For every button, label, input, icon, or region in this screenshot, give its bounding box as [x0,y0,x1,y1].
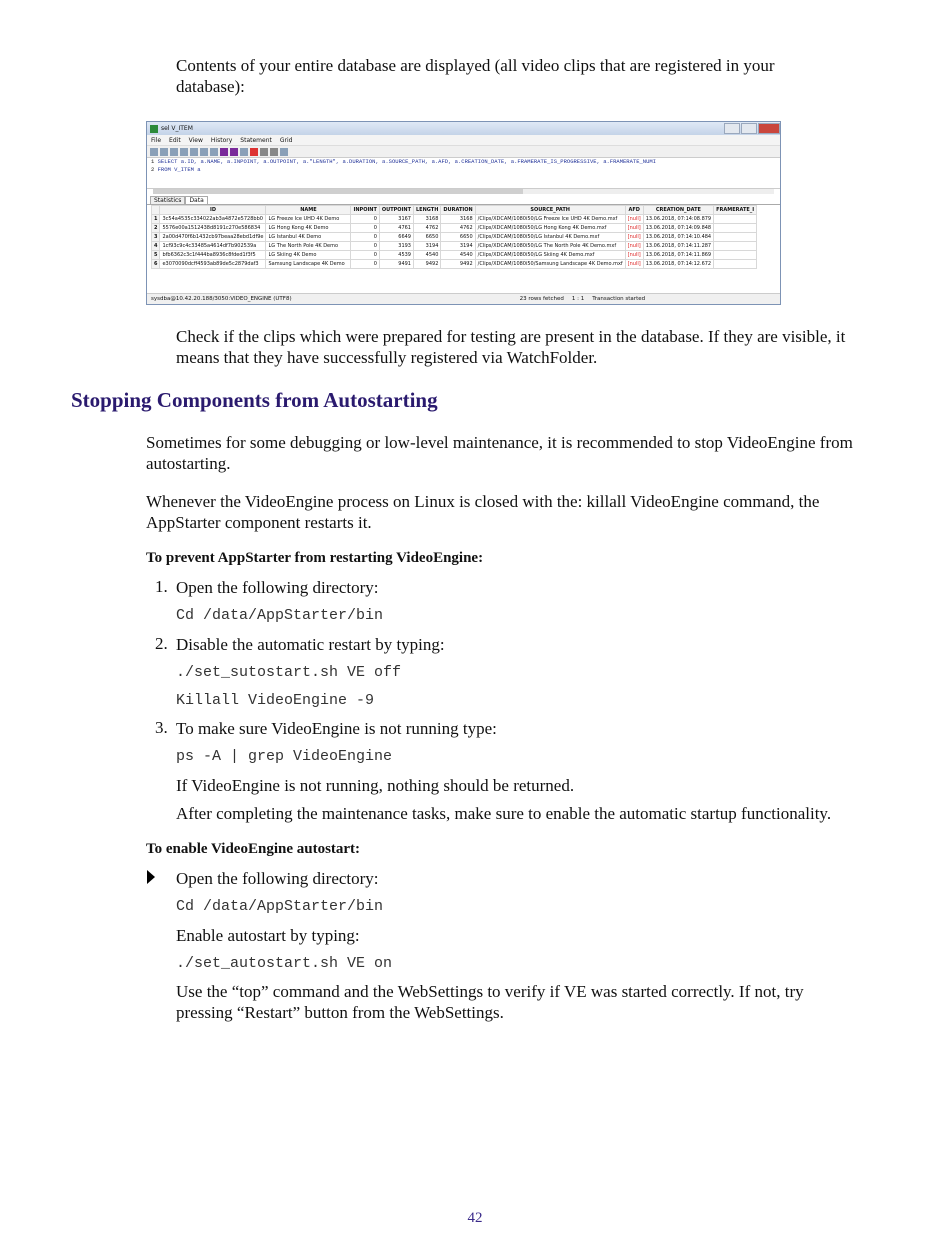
col-header[interactable]: AFD [625,206,643,215]
line-number: 1 [151,158,155,165]
table-cell[interactable]: bfb6362c3c1f444ba8936c8fded1f3f5 [160,251,266,260]
table-cell[interactable]: 0 [351,242,379,251]
table-cell[interactable]: 13.06.2018, 07:14:11.287 [643,242,713,251]
status-position: 1 : 1 [571,296,585,302]
col-header[interactable]: INPOINT [351,206,379,215]
table-cell[interactable]: 0 [351,215,379,224]
step-text: To make sure VideoEngine is not running type: [176,719,497,738]
table-cell[interactable]: /Clips/XDCAM/1080i50/Samsung Landscape 4K Demo.mxf [475,260,625,269]
status-transaction: Transaction started [592,296,646,302]
menu-grid[interactable]: Grid [279,136,293,144]
table-cell[interactable]: Samsung Landscape 4K Demo [266,260,351,269]
table-cell[interactable]: [null] [625,233,643,242]
execute-icon[interactable] [220,148,228,156]
table-cell[interactable]: 0 [351,260,379,269]
page-number: 42 [467,1210,483,1226]
result-tabs [147,194,780,205]
not-running-note: If VideoEngine is not running, nothing should be returned. [176,776,575,795]
back-icon[interactable] [190,148,198,156]
table-cell[interactable]: 6650 [441,233,475,242]
execute-plan-icon[interactable] [230,148,238,156]
code-line: Cd /data/AppStarter/bin [176,607,384,624]
after-note: After completing the maintenance tasks, make sure to enable the automatic startup functionality. [176,804,832,823]
editor-scrollbar[interactable] [153,189,774,194]
window-icon[interactable] [280,148,288,156]
col-header[interactable]: ID [160,206,266,215]
col-header[interactable]: SOURCE_PATH [475,206,625,215]
table-row[interactable] [152,233,757,242]
step-number: 1. [155,577,168,596]
table-cell[interactable]: 4540 [414,251,441,260]
table-cell[interactable]: [null] [625,260,643,269]
table-cell[interactable]: 4 [152,242,160,251]
line-number: 2 [151,166,155,173]
grid-icon[interactable] [260,148,268,156]
table-cell[interactable]: 2a00d470f6b1432cb97beaa28ebd1df9e [160,233,266,242]
table-cell[interactable]: 3193 [379,242,413,251]
table-cell[interactable] [714,215,757,224]
step-number: 3. [155,718,168,737]
table-cell[interactable]: [null] [625,224,643,233]
table-row[interactable] [152,242,757,251]
table-row[interactable] [152,224,757,233]
table-cell[interactable]: 3194 [414,242,441,251]
rollback-icon[interactable] [250,148,258,156]
table-cell[interactable]: 1 [152,215,160,224]
col-header[interactable]: FRAMERATE_I [714,206,757,215]
toolbar [147,146,780,158]
menu-bar [147,135,780,146]
col-header[interactable] [152,206,160,215]
table-cell[interactable]: 9492 [441,260,475,269]
table-cell[interactable]: 6 [152,260,160,269]
table-cell[interactable]: 4539 [379,251,413,260]
table-cell[interactable]: 3 [152,233,160,242]
menu-file[interactable]: File [151,136,162,144]
prevent-heading: To prevent AppStarter from restarting VideoEngine: [146,550,484,566]
sql-line-2: FROM V_ITEM a [157,166,201,173]
scrollbar-thumb[interactable] [153,189,523,194]
status-connection: sysdba@10.42.20.188/3050:VIDEO_ENGINE (UTF8) [151,296,292,302]
code-line: ./set_sutostart.sh VE off [176,664,402,681]
table-cell[interactable] [714,242,757,251]
table-cell[interactable]: 3194 [441,242,475,251]
table-cell[interactable]: /Clips/XDCAM/1080i50/LG Istanbul 4K Demo.mxf [475,233,625,242]
table-cell[interactable] [714,233,757,242]
table-cell[interactable]: [null] [625,215,643,224]
table-cell[interactable]: e3070090dcff4593ab89de5c2879daf3 [160,260,266,269]
table-cell[interactable]: 13.06.2018, 07:14:11.869 [643,251,713,260]
sql-line-1: SELECT a.ID, a.NAME, a.INPOINT, a.OUTPOINT, a."LENGTH", a.DURATION, a.SOURCE_PATH, a.AFD, a.CREATION_DATE, a.FRAMERATE_IS_PROGRESSIVE, a.FRAMERATE_NUMI [157,158,657,165]
table-cell[interactable]: 4540 [441,251,475,260]
code-line: ps -A | grep VideoEngine [176,748,393,765]
table-row[interactable] [152,251,757,260]
table-cell[interactable]: 4761 [379,224,413,233]
status-rows: 23 rows fetched [519,296,564,302]
col-header[interactable]: DURATION [441,206,475,215]
menu-statement[interactable]: Statement [240,136,272,144]
window-title: sel V_ITEM [161,125,193,132]
paragraph-debugging: Sometimes for some debugging or low-level maintenance, it is recommended to stop VideoEngine from autostarting. [146,433,853,473]
table-cell[interactable]: /Clips/XDCAM/1080i50/LG Skiing 4K Demo.mxf [475,251,625,260]
table-cell[interactable]: 13.06.2018, 07:14:09.848 [643,224,713,233]
col-header[interactable]: LENGTH [414,206,441,215]
enable-heading: To enable VideoEngine autostart: [146,841,361,857]
sql-editor[interactable] [147,158,780,189]
save-icon[interactable] [170,148,178,156]
search-icon[interactable] [210,148,218,156]
table-cell[interactable]: 5 [152,251,160,260]
table-cell[interactable]: /Clips/XDCAM/1080i50/LG The North Pole 4K Demo.mxf [475,242,625,251]
code-line: Cd /data/AppStarter/bin [176,898,384,915]
table-cell[interactable]: 0 [351,251,379,260]
code-line: ./set_autostart.sh VE on [176,955,393,972]
results-grid [151,205,757,269]
tab-statistics[interactable]: Statistics [150,196,185,204]
commit-icon[interactable] [240,148,248,156]
table-cell[interactable]: 3168 [441,215,475,224]
col-header[interactable]: OUTPOINT [379,206,413,215]
table-cell[interactable] [714,251,757,260]
table-cell[interactable]: /Clips/XDCAM/1080i50/LG Freeze Ice UHD 4K Demo.mxf [475,215,625,224]
form-icon[interactable] [270,148,278,156]
menu-view[interactable]: View [188,136,203,144]
table-cell[interactable]: LG Freeze Ice UHD 4K Demo [266,215,351,224]
app-icon [150,125,158,133]
table-cell[interactable]: 13.06.2018, 07:14:08.879 [643,215,713,224]
table-cell[interactable]: 13.06.2018, 07:14:12.672 [643,260,713,269]
table-cell[interactable]: 2 [152,224,160,233]
enable-step-text: Open the following directory: [176,869,379,888]
table-cell[interactable] [714,224,757,233]
paragraph-killall: Whenever the VideoEngine process on Linux is closed with the: killall VideoEngine command, the AppStarter component restarts it. [146,492,820,532]
table-cell[interactable]: 6649 [379,233,413,242]
table-cell[interactable]: LG Istanbul 4K Demo [266,233,351,242]
minimize-icon[interactable] [724,123,740,134]
grid-header-row [152,206,757,215]
section-title: Stopping Components from Autostarting [71,388,438,412]
table-cell[interactable]: 9491 [379,260,413,269]
enable-step-text: Enable autostart by typing: [176,926,360,945]
code-line: Killall VideoEngine -9 [176,692,375,709]
table-row[interactable] [152,215,757,224]
step-text: Disable the automatic restart by typing: [176,635,445,654]
table-cell[interactable] [714,260,757,269]
col-header[interactable]: CREATION_DATE [643,206,713,215]
maximize-icon[interactable] [741,123,757,134]
table-cell[interactable]: 6650 [414,233,441,242]
window-titlebar [147,122,780,135]
table-cell[interactable]: /Clips/XDCAM/1080i50/LG Hong Kong 4K Demo.mxf [475,224,625,233]
save-as-icon[interactable] [180,148,188,156]
table-cell[interactable]: 3c54a4535c334022ab3a4872e5728bb0 [160,215,266,224]
table-cell[interactable]: 9492 [414,260,441,269]
table-cell[interactable]: 4762 [414,224,441,233]
step-text: Open the following directory: [176,578,379,597]
bullet-arrow-icon [147,870,155,884]
table-cell[interactable]: LG Hong Kong 4K Demo [266,224,351,233]
intro-paragraph: Contents of your entire database are displayed (all video clips that are registered in your database): [176,56,775,96]
check-paragraph: Check if the clips which were prepared for testing are present in the database. If they are visible, it means that they have successfully registered via WatchFolder. [176,327,846,367]
table-row[interactable] [152,260,757,269]
table-cell[interactable]: LG The North Pole 4K Demo [266,242,351,251]
status-bar [147,293,780,304]
menu-edit[interactable]: Edit [169,136,181,144]
close-icon[interactable] [758,123,780,134]
forward-icon[interactable] [200,148,208,156]
table-cell[interactable]: [null] [625,242,643,251]
table-cell[interactable]: 0 [351,224,379,233]
tab-data[interactable]: Data [185,196,207,204]
table-cell[interactable]: 13.06.2018, 07:14:10.484 [643,233,713,242]
table-cell[interactable]: 4762 [441,224,475,233]
final-note: Use the “top” command and the WebSettings to verify if VE was started correctly. If not, try pressing “Restart” button from the WebSettings. [176,982,804,1022]
table-cell[interactable]: 3168 [414,215,441,224]
col-header[interactable]: NAME [266,206,351,215]
new-icon[interactable] [150,148,158,156]
table-cell[interactable]: 3167 [379,215,413,224]
table-cell[interactable]: LG Skiing 4K Demo [266,251,351,260]
table-cell[interactable]: [null] [625,251,643,260]
table-cell[interactable]: 0 [351,233,379,242]
menu-history[interactable]: History [210,136,233,144]
table-cell[interactable]: 1cf93c9c4c33485a4614df7b902539a [160,242,266,251]
table-cell[interactable]: 5576e00a1512438d8191c270e586834 [160,224,266,233]
database-window-screenshot [146,121,781,305]
open-icon[interactable] [160,148,168,156]
step-number: 2. [155,634,168,653]
